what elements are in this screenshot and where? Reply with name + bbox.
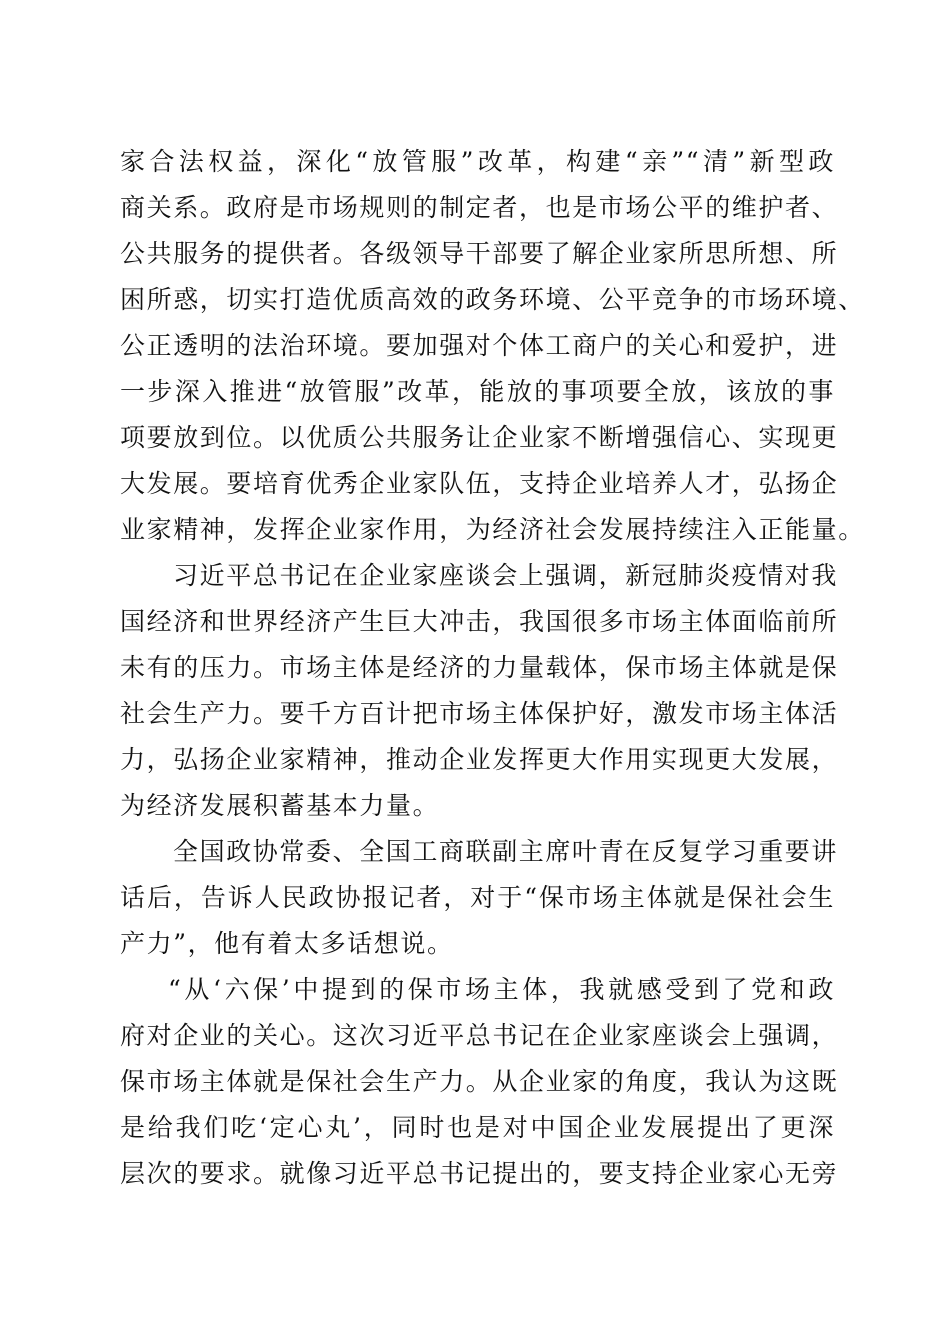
text-line: 为经济发展积蓄基本力量。 xyxy=(120,791,440,820)
text-line: 社会生产力。要千方百计把市场主体保护好，激发市场主体活 xyxy=(120,699,839,728)
text-line: 保市场主体就是保社会生产力。从企业家的角度，我认为这既 xyxy=(120,1067,839,1096)
text-line: 公正透明的法治环境。要加强对个体工商户的关心和爱护，进 xyxy=(120,331,839,360)
text-line: 产力”，他有着太多话想说。 xyxy=(120,929,454,958)
paragraph-first-line: “从‘六保’中提到的保市场主体，我就感受到了党和政 xyxy=(168,975,835,1004)
text-line: 话后，告诉人民政协报记者，对于“保市场主体就是保社会生 xyxy=(120,883,835,912)
text-line: 家合法权益，深化“放管服”改革，构建“亲”“清”新型政 xyxy=(120,147,835,176)
text-line: 国经济和世界经济产生巨大冲击，我国很多市场主体面临前所 xyxy=(120,607,839,636)
text-line: 公共服务的提供者。各级领导干部要了解企业家所思所想、所 xyxy=(120,239,839,268)
text-line: 力，弘扬企业家精神，推动企业发挥更大作用实现更大发展， xyxy=(120,745,839,774)
text-line: 商关系。政府是市场规则的制定者，也是市场公平的维护者、 xyxy=(120,193,839,222)
text-line: 府对企业的关心。这次习近平总书记在企业家座谈会上强调， xyxy=(120,1021,839,1050)
text-line: 项要放到位。以优质公共服务让企业家不断增强信心、实现更 xyxy=(120,423,839,452)
text-line: 层次的要求。就像习近平总书记提出的，要支持企业家心无旁 xyxy=(120,1159,839,1188)
text-line: 大发展。要培育优秀企业家队伍，支持企业培养人才，弘扬企 xyxy=(120,469,839,498)
paragraph-first-line: 习近平总书记在企业家座谈会上强调，新冠肺炎疫情对我 xyxy=(173,561,839,590)
paragraph-first-line: 全国政协常委、全国工商联副主席叶青在反复学习重要讲 xyxy=(173,837,839,866)
text-line: 业家精神，发挥企业家作用，为经济社会发展持续注入正能量。 xyxy=(120,515,865,544)
text-line: 困所惑，切实打造优质高效的政务环境、公平竞争的市场环境、 xyxy=(120,285,865,314)
text-line: 一步深入推进“放管服”改革，能放的事项要全放，该放的事 xyxy=(120,377,835,406)
text-line: 未有的压力。市场主体是经济的力量载体，保市场主体就是保 xyxy=(120,653,839,682)
text-line: 是给我们吃‘定心丸’，同时也是对中国企业发展提出了更深 xyxy=(120,1113,835,1142)
